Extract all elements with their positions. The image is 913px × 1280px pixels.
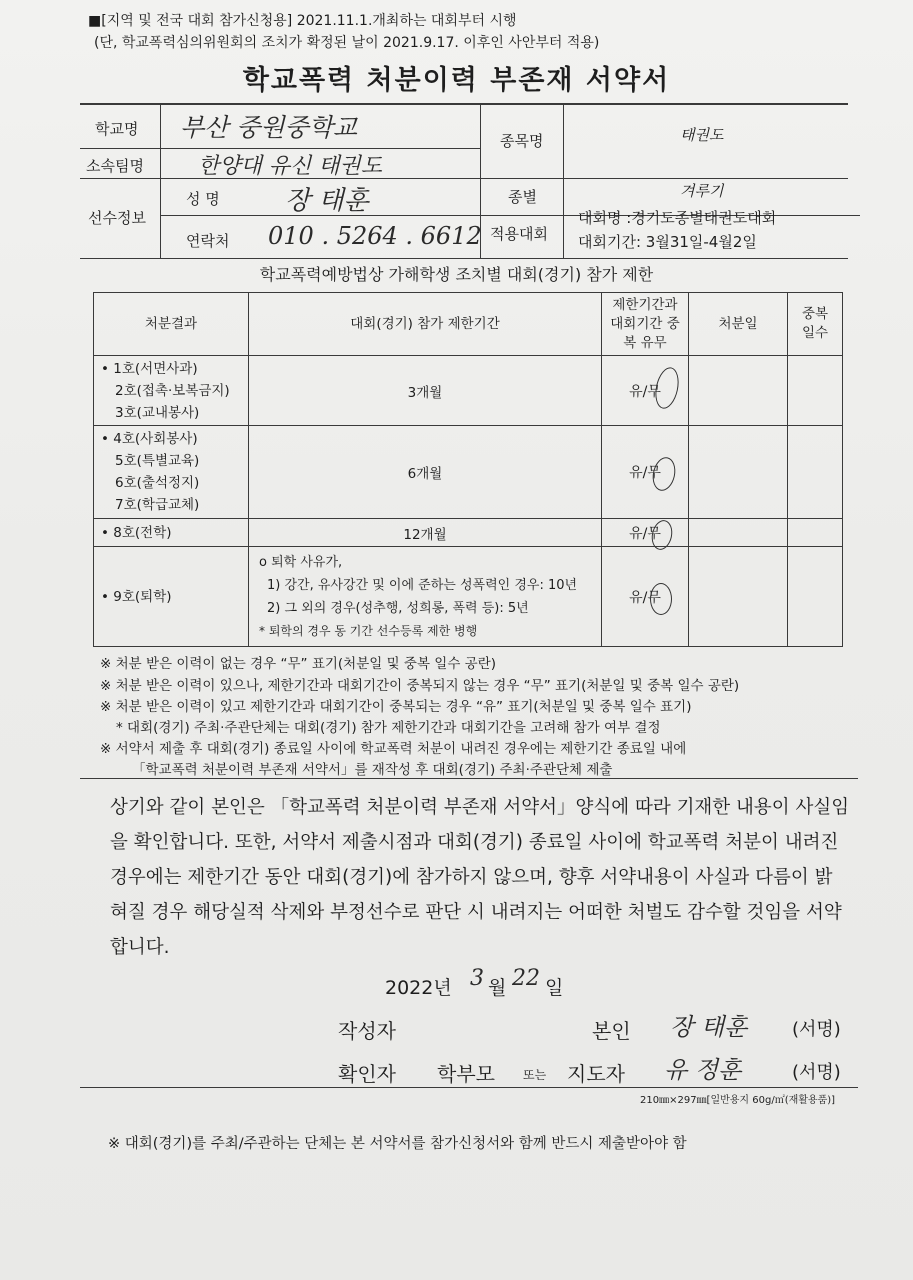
table-header-row [94, 293, 843, 356]
kind-value: 겨루기 [680, 182, 724, 200]
period-cell: 6개월 [249, 426, 602, 519]
period-line: o 퇴학 사유가, [259, 554, 343, 570]
result-line: 5호(특별교육) [115, 453, 200, 469]
result-line: • 4호(사회봉사) [101, 431, 198, 447]
result-cell [94, 426, 249, 519]
date-day-label: 일 [545, 977, 564, 999]
days-cell [788, 547, 843, 647]
circle-mark [650, 583, 672, 615]
date-month-label: 월 [488, 977, 507, 999]
overlap-value: 유/무 [629, 383, 661, 400]
result-line: • 1호(서면사과) [101, 360, 198, 377]
author-label: 작성자 [338, 1019, 396, 1043]
result-cell [94, 356, 249, 426]
overlap-cell [602, 519, 689, 547]
event-value: 태권도 [680, 126, 724, 144]
result-line: • 9호(퇴학) [101, 588, 172, 605]
note-line: ※ 처분 받은 이력이 있고 제한기간과 대회기간이 중복되는 경우 “유” 표기(처분일 및 중복 일수 표기) [100, 699, 692, 715]
name-label: 성 명 [186, 190, 220, 208]
or-label: 또는 [523, 1068, 547, 1082]
paper-spec: 210㎜×297㎜[일반용지 60g/㎡(재활용품)] [640, 1095, 836, 1106]
header-days: 중복 일수 [788, 293, 843, 356]
date-cell [689, 547, 788, 647]
coach-signature-name: 유 정훈 [664, 1056, 742, 1084]
contact-value: 010 . 5264 . 6612 [268, 222, 482, 250]
self-signature-name: 장 태훈 [670, 1013, 748, 1041]
note-line: ※ 처분 받은 이력이 있으나, 제한기간과 대회기간이 중복되지 않는 경우 “무” 표기(처분일 및 중복 일수 공란) [100, 678, 740, 694]
table-row [94, 519, 843, 547]
document-title: 학교폭력 처분이력 부존재 서약서 [242, 65, 671, 96]
header-line-2: (단, 학교폭력심의위원회의 조치가 확정된 날이 2021.9.17. 이후인 사안부터 적용) [94, 35, 600, 51]
date-cell [689, 356, 788, 426]
coach-label: 지도자 [567, 1062, 625, 1086]
table-title: 학교폭력예방법상 가해학생 조치별 대회(경기) 참가 제한 [259, 265, 654, 284]
confirm-label: 확인자 [338, 1062, 396, 1086]
applied-competition-label: 적용대회 [490, 225, 548, 243]
header-line-1: ■[지역 및 전국 대회 참가신청용] 2021.11.1.개최하는 대회부터 시행 [88, 13, 517, 29]
result-line: 3호(교내봉사) [115, 404, 200, 421]
period-cell: 12개월 [249, 519, 602, 547]
note-line: * 대회(경기) 주최·주관단체는 대회(경기) 참가 제한기간과 대회기간을 고려해 참가 여부 결정 [116, 720, 661, 736]
date-day-value: 22 [512, 966, 540, 991]
header-date: 처분일 [689, 293, 788, 356]
days-cell [788, 519, 843, 547]
result-line: 7호(학급교체) [115, 497, 200, 513]
school-value: 부산 중원중학교 [180, 113, 357, 142]
competition-period: 대회기간: 3월31일-4월2일 [578, 233, 757, 251]
period-cell: 3개월 [249, 356, 602, 426]
sign-marker: (서명) [792, 1019, 841, 1040]
period-line: 2) 그 외의 경우(성추행, 성희롱, 폭력 등): 5년 [267, 600, 529, 616]
period-line: * 퇴학의 경우 동 기간 선수등록 제한 병행 [259, 623, 478, 638]
pledge-text: 상기와 같이 본인은 「학교폭력 처분이력 부존재 서약서」양식에 따라 기재한 내용이 사실임을 확인합니다. 또한, 서약서 제출시점과 대회(경기) 종료일 사이에 학교폭력 처분이 내려진 경우에는 제한기간 동안 대회(경기)에 참가하지 않으며, 향후 서약내용이 사실과 다름이 밝혀질 경우 해당실적 삭제와 부정선수로 판단 시 내려지는 어떠한 처벌도 감수할 것임을 서약합니다. [110, 797, 850, 958]
table-row [94, 547, 843, 647]
competition-name: 대회명 :경기도종별태권도대회 [578, 209, 777, 227]
restriction-table [93, 292, 843, 647]
header-period: 대회(경기) 참가 제한기간 [249, 293, 602, 356]
result-line: 6호(출석정지) [115, 475, 200, 491]
overlap-value: 유/무 [629, 525, 661, 542]
note-line: 「학교폭력 처분이력 부존재 서약서」를 재작성 후 대회(경기) 주최·주관단체 제출 [132, 762, 613, 778]
header-result: 처분결과 [94, 293, 249, 356]
period-cell [249, 547, 602, 647]
school-label: 학교명 [95, 120, 139, 138]
date-month-value: 3 [470, 966, 484, 991]
period-line: 1) 강간, 유사강간 및 이에 준하는 성폭력인 경우: 10년 [267, 577, 578, 593]
date-cell [689, 426, 788, 519]
result-line: • 8호(전학) [101, 524, 172, 541]
days-cell [788, 426, 843, 519]
event-label: 종목명 [500, 132, 544, 150]
sign-marker: (서명) [792, 1062, 841, 1083]
table-row [94, 426, 843, 519]
date-cell [689, 519, 788, 547]
header-overlap: 제한기간과 대회기간 중복 유무 [602, 293, 689, 356]
note-line: ※ 처분 받은 이력이 없는 경우 “무” 표기(처분일 및 중복 일수 공란) [100, 656, 497, 672]
result-cell [94, 547, 249, 647]
team-label: 소속팀명 [86, 157, 144, 175]
kind-label: 종별 [508, 188, 537, 206]
overlap-cell [602, 547, 689, 647]
days-cell [788, 356, 843, 426]
table-row [94, 356, 843, 426]
result-line: 2호(접촉·보복금지) [115, 382, 230, 399]
footnote: ※ 대회(경기)를 주최/주관하는 단체는 본 서약서를 참가신청서와 함께 반드시 제출받아야 함 [108, 1136, 687, 1152]
note-line: ※ 서약서 제출 후 대회(경기) 종료일 사이에 학교폭력 처분이 내려진 경우에는 제한기간 종료일 내에 [100, 741, 687, 757]
result-cell [94, 519, 249, 547]
parent-label: 학부모 [437, 1062, 495, 1086]
team-value: 한양대 유신 태권도 [198, 154, 383, 179]
name-value: 장 태훈 [285, 186, 369, 216]
contact-label: 연락처 [186, 232, 230, 250]
self-label: 본인 [592, 1019, 631, 1043]
date-year: 2022년 [385, 977, 452, 999]
overlap-value: 유/무 [629, 589, 661, 606]
overlap-value: 유/무 [629, 465, 661, 481]
athlete-info-label: 선수정보 [88, 209, 146, 227]
